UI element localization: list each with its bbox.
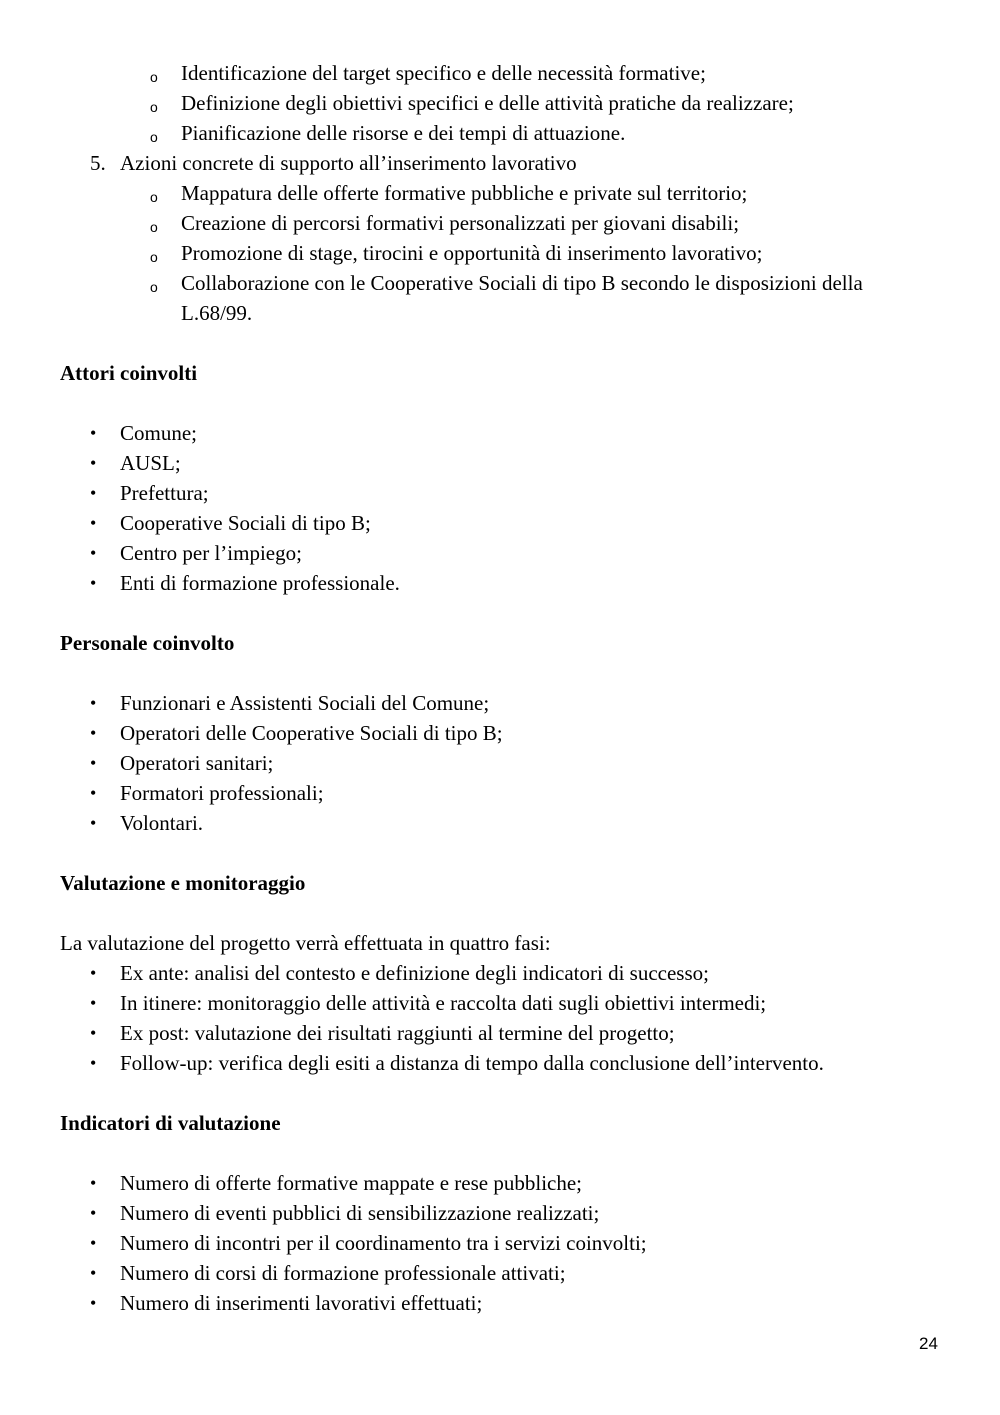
sub-list-item: Pianificazione delle risorse e dei tempi di attuazione.: [181, 121, 626, 145]
list-item: Prefettura;: [120, 481, 209, 505]
bullet-marker: •: [90, 423, 97, 443]
numbered-list-marker: 5.: [90, 151, 106, 175]
bullet-marker: •: [90, 1293, 97, 1313]
section-heading-indicatori: Indicatori di valutazione: [60, 1111, 281, 1135]
sub-list-marker: o: [150, 69, 158, 85]
list-item: Ex post: valutazione dei risultati raggiunti al termine del progetto;: [120, 1021, 675, 1045]
list-item: Formatori professionali;: [120, 781, 324, 805]
bullet-marker: •: [90, 513, 97, 533]
section-heading-attori: Attori coinvolti: [60, 361, 198, 385]
section-heading-valutazione: Valutazione e monitoraggio: [60, 871, 306, 895]
bullet-marker: •: [90, 1233, 97, 1253]
sub-list-item: Collaborazione con le Cooperative Sociali di tipo B secondo le disposizioni della: [181, 271, 863, 295]
sub-list-marker: o: [150, 219, 158, 235]
list-item: Numero di eventi pubblici di sensibilizzazione realizzati;: [120, 1201, 600, 1225]
list-item: Funzionari e Assistenti Sociali del Comune;: [120, 691, 490, 715]
sub-list-marker: o: [150, 99, 158, 115]
bullet-marker: •: [90, 1263, 97, 1283]
list-item: Operatori delle Cooperative Sociali di tipo B;: [120, 721, 503, 745]
sub-list-marker: o: [150, 129, 158, 145]
sub-list-marker: o: [150, 279, 158, 295]
page-number: 24: [919, 1334, 938, 1353]
sub-list-item: Definizione degli obiettivi specifici e delle attività pratiche da realizzare;: [181, 91, 794, 115]
sub-list-item: Creazione di percorsi formativi personalizzati per giovani disabili;: [181, 211, 740, 235]
list-item: Operatori sanitari;: [120, 751, 274, 775]
sub-list-marker: o: [150, 189, 158, 205]
sub-list-marker: o: [150, 249, 158, 265]
bullet-marker: •: [90, 453, 97, 473]
list-item: Ex ante: analisi del contesto e definizione degli indicatori di successo;: [120, 961, 709, 985]
bullet-marker: •: [90, 993, 97, 1013]
bullet-marker: •: [90, 1023, 97, 1043]
sub-list-item: Identificazione del target specifico e delle necessità formative;: [181, 61, 706, 85]
list-item: Volontari.: [120, 811, 204, 835]
bullet-marker: •: [90, 813, 97, 833]
list-item: Centro per l’impiego;: [120, 541, 302, 565]
list-item: Comune;: [120, 421, 197, 445]
list-item: Numero di incontri per il coordinamento tra i servizi coinvolti;: [120, 1231, 647, 1255]
bullet-marker: •: [90, 723, 97, 743]
list-item: Follow-up: verifica degli esiti a distanza di tempo dalla conclusione dell’intervento.: [120, 1051, 824, 1075]
numbered-list-item: Azioni concrete di supporto all’inserimento lavorativo: [120, 151, 577, 175]
bullet-marker: •: [90, 753, 97, 773]
bullet-marker: •: [90, 693, 97, 713]
list-item: Enti di formazione professionale.: [120, 571, 400, 595]
list-item: In itinere: monitoraggio delle attività e raccolta dati sugli obiettivi intermedi;: [120, 991, 767, 1015]
bullet-marker: •: [90, 783, 97, 803]
sub-list-item-continuation: L.68/99.: [181, 301, 253, 325]
list-item: Numero di corsi di formazione professionale attivati;: [120, 1261, 566, 1285]
sub-list-item: Promozione di stage, tirocini e opportunità di inserimento lavorativo;: [181, 241, 763, 265]
sub-list-item: Mappatura delle offerte formative pubbliche e private sul territorio;: [181, 181, 748, 205]
list-item: AUSL;: [120, 451, 181, 475]
list-item: Numero di offerte formative mappate e rese pubbliche;: [120, 1171, 583, 1195]
bullet-marker: •: [90, 963, 97, 983]
bullet-marker: •: [90, 573, 97, 593]
list-item: Cooperative Sociali di tipo B;: [120, 511, 371, 535]
bullet-marker: •: [90, 1203, 97, 1223]
bullet-marker: •: [90, 1053, 97, 1073]
bullet-marker: •: [90, 483, 97, 503]
section-intro-text: La valutazione del progetto verrà effettuata in quattro fasi:: [60, 931, 551, 955]
bullet-marker: •: [90, 543, 97, 563]
bullet-marker: •: [90, 1173, 97, 1193]
list-item: Numero di inserimenti lavorativi effettuati;: [120, 1291, 483, 1315]
section-heading-personale: Personale coinvolto: [60, 631, 235, 655]
